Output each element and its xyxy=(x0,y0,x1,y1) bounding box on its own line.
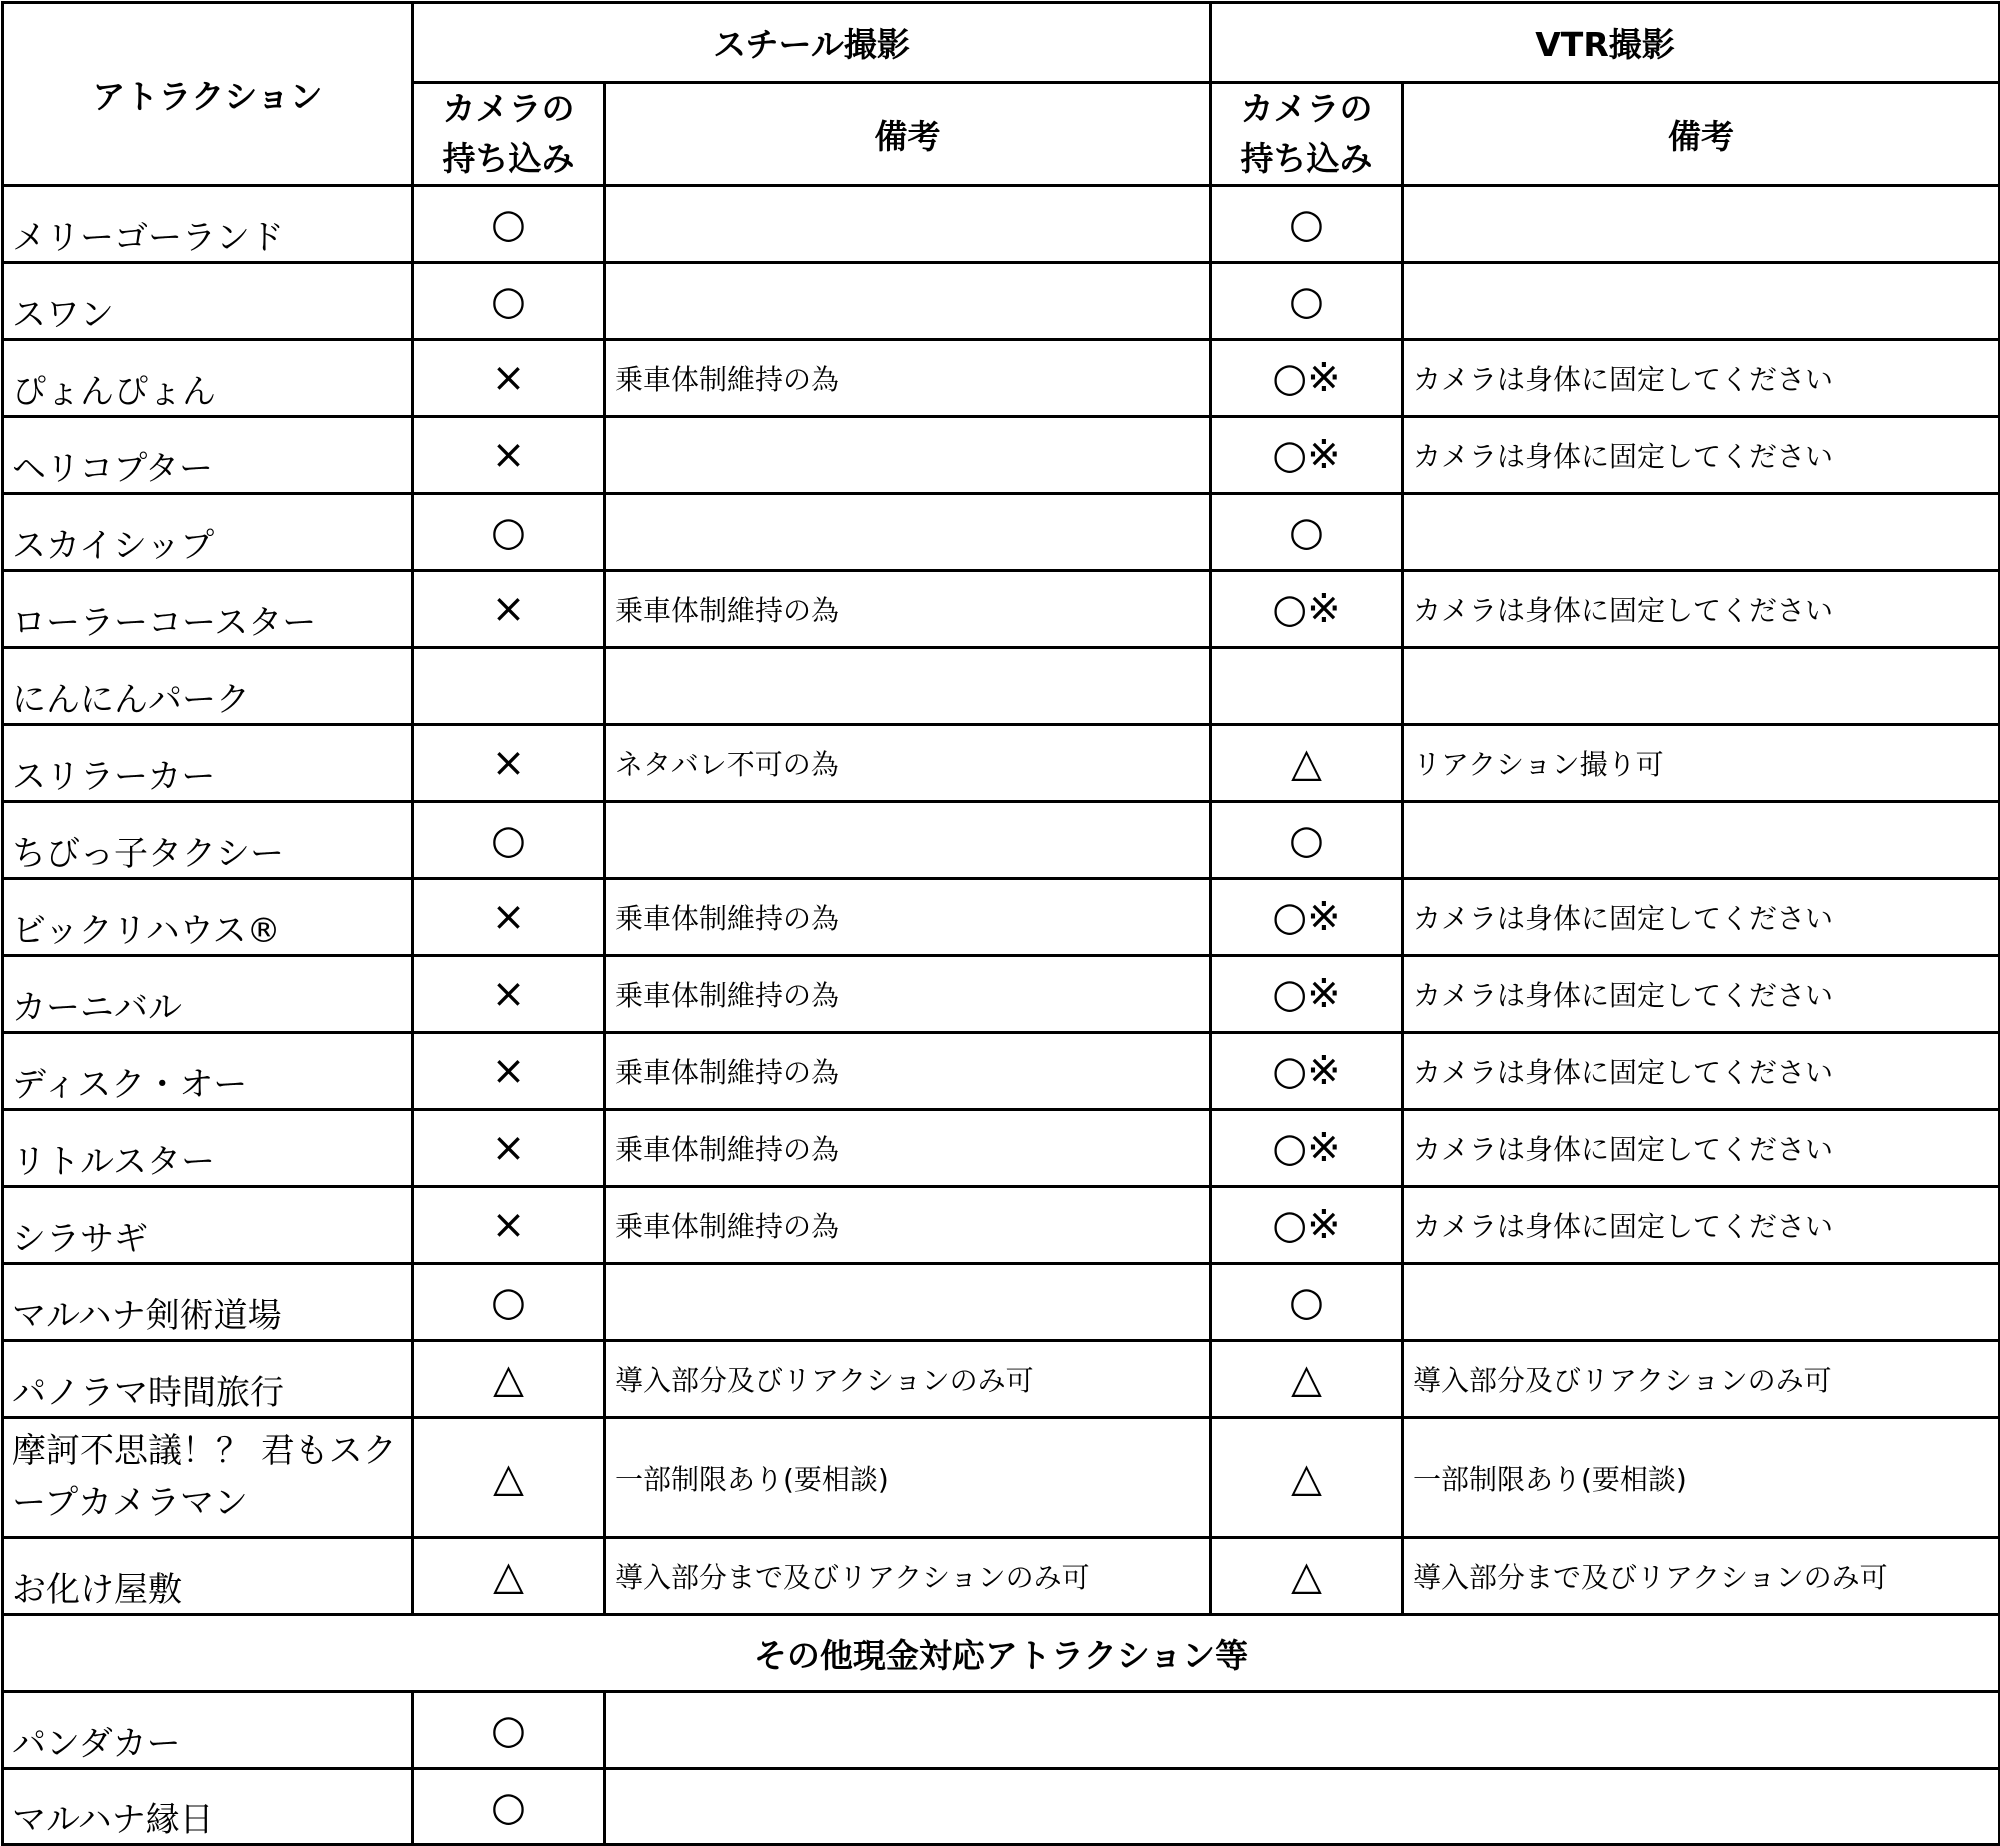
vtr-camera-mark: △ xyxy=(1211,1341,1403,1418)
vtr-remarks xyxy=(1403,1264,2000,1341)
vtr-remarks: カメラは身体に固定してください xyxy=(1403,1110,2000,1187)
attraction-name: ビックリハウス® xyxy=(3,879,413,956)
table-row xyxy=(3,417,2000,494)
vtr-camera-mark: ○※ xyxy=(1211,1110,1403,1187)
attraction-name: マルハナ縁日 xyxy=(3,1769,413,1845)
vtr-remarks xyxy=(1403,648,2000,725)
vtr-remarks: カメラは身体に固定してください xyxy=(1403,879,2000,956)
vtr-camera-mark: ○※ xyxy=(1211,340,1403,417)
still-remarks xyxy=(605,263,1211,340)
still-camera-mark: × xyxy=(413,1033,605,1110)
attraction-name: スリラーカー xyxy=(3,725,413,802)
still-remarks: 乗車体制維持の為 xyxy=(605,1110,1211,1187)
other-section xyxy=(3,1615,2000,1845)
vtr-remarks: カメラは身体に固定してください xyxy=(1403,1033,2000,1110)
table-row xyxy=(3,1264,2000,1341)
vtr-camera-mark: ○ xyxy=(1211,263,1403,340)
attraction-name: パノラマ時間旅行 xyxy=(3,1341,413,1418)
vtr-remarks xyxy=(1403,494,2000,571)
attraction-name: スワン xyxy=(3,263,413,340)
attraction-name: カーニバル xyxy=(3,956,413,1033)
table-row xyxy=(3,802,2000,879)
vtr-camera-mark: △ xyxy=(1211,1538,1403,1615)
attraction-name: メリーゴーランド xyxy=(3,186,413,263)
blank-cell xyxy=(605,1769,2000,1845)
table-row xyxy=(3,1418,2000,1538)
still-remarks xyxy=(605,1264,1211,1341)
header-still-camera-carry: カメラの 持ち込み xyxy=(413,83,605,186)
still-camera-mark: ○ xyxy=(413,186,605,263)
vtr-camera-mark: ○※ xyxy=(1211,571,1403,648)
table-row xyxy=(3,1110,2000,1187)
attraction-name: マルハナ剣術道場 xyxy=(3,1264,413,1341)
still-camera-mark: × xyxy=(413,956,605,1033)
still-remarks xyxy=(605,494,1211,571)
vtr-remarks: カメラは身体に固定してください xyxy=(1403,340,2000,417)
vtr-remarks: カメラは身体に固定してください xyxy=(1403,571,2000,648)
still-camera-mark: ○ xyxy=(413,494,605,571)
attraction-name: ディスク・オー xyxy=(3,1033,413,1110)
vtr-camera-mark: ○※ xyxy=(1211,879,1403,956)
still-camera-mark: × xyxy=(413,1110,605,1187)
table-row xyxy=(3,1341,2000,1418)
still-remarks: 乗車体制維持の為 xyxy=(605,1187,1211,1264)
vtr-camera-mark: ○※ xyxy=(1211,956,1403,1033)
still-remarks: 乗車体制維持の為 xyxy=(605,571,1211,648)
still-camera-mark: × xyxy=(413,571,605,648)
vtr-remarks xyxy=(1403,263,2000,340)
table-row xyxy=(3,725,2000,802)
table-row xyxy=(3,1692,2000,1769)
still-camera-mark: ○ xyxy=(413,1769,605,1845)
still-camera-mark: × xyxy=(413,725,605,802)
still-camera-mark: △ xyxy=(413,1538,605,1615)
photography-rules-table xyxy=(1,1,2000,1846)
vtr-remarks: 一部制限あり(要相談) xyxy=(1403,1418,2000,1538)
still-camera-mark: × xyxy=(413,340,605,417)
still-remarks: 乗車体制維持の為 xyxy=(605,879,1211,956)
still-remarks xyxy=(605,417,1211,494)
still-remarks: 一部制限あり(要相談) xyxy=(605,1418,1211,1538)
attraction-name: ぴょんぴょん xyxy=(3,340,413,417)
other-section-title: その他現金対応アトラクション等 xyxy=(3,1615,2000,1692)
vtr-camera-mark: ○ xyxy=(1211,802,1403,879)
still-remarks xyxy=(605,802,1211,879)
attraction-name: パンダカー xyxy=(3,1692,413,1769)
table-row xyxy=(3,1187,2000,1264)
header-vtr-photography: VTR撮影 xyxy=(1211,3,2000,83)
attraction-name: ローラーコースター xyxy=(3,571,413,648)
still-camera-mark: ○ xyxy=(413,1264,605,1341)
still-remarks: 導入部分及びリアクションのみ可 xyxy=(605,1341,1211,1418)
attraction-name: ちびっ子タクシー xyxy=(3,802,413,879)
vtr-remarks: 導入部分及びリアクションのみ可 xyxy=(1403,1341,2000,1418)
still-remarks: 乗車体制維持の為 xyxy=(605,340,1211,417)
table-row xyxy=(3,186,2000,263)
header-attraction: アトラクション xyxy=(3,3,413,186)
still-camera-mark: × xyxy=(413,879,605,956)
blank-cell xyxy=(605,1692,2000,1769)
attraction-name: にんにんパーク xyxy=(3,648,413,725)
attraction-name: スカイシップ xyxy=(3,494,413,571)
still-camera-mark: ○ xyxy=(413,263,605,340)
vtr-camera-mark: ○ xyxy=(1211,186,1403,263)
attraction-name: 摩訶不思議！？ 君もスクープカメラマン xyxy=(3,1418,413,1538)
vtr-camera-mark: ○※ xyxy=(1211,417,1403,494)
table-row xyxy=(3,494,2000,571)
vtr-camera-mark: ○ xyxy=(1211,1264,1403,1341)
vtr-camera-mark: △ xyxy=(1211,725,1403,802)
vtr-remarks: カメラは身体に固定してください xyxy=(1403,417,2000,494)
still-camera-mark xyxy=(413,648,605,725)
still-camera-mark: × xyxy=(413,417,605,494)
table-row xyxy=(3,648,2000,725)
still-remarks: 導入部分まで及びリアクションのみ可 xyxy=(605,1538,1211,1615)
table-row xyxy=(3,956,2000,1033)
header-vtr-remarks: 備考 xyxy=(1403,83,2000,186)
table-row xyxy=(3,1033,2000,1110)
vtr-remarks xyxy=(1403,802,2000,879)
table-row xyxy=(3,1538,2000,1615)
header-still-remarks: 備考 xyxy=(605,83,1211,186)
table-row xyxy=(3,263,2000,340)
header-still-photography: スチール撮影 xyxy=(413,3,1211,83)
still-remarks: 乗車体制維持の為 xyxy=(605,1033,1211,1110)
still-camera-mark: ○ xyxy=(413,802,605,879)
still-camera-mark: ○ xyxy=(413,1692,605,1769)
vtr-remarks: リアクション撮り可 xyxy=(1403,725,2000,802)
table-row xyxy=(3,879,2000,956)
still-camera-mark: × xyxy=(413,1187,605,1264)
attraction-name: リトルスター xyxy=(3,1110,413,1187)
still-remarks: ネタバレ不可の為 xyxy=(605,725,1211,802)
vtr-camera-mark: △ xyxy=(1211,1418,1403,1538)
header-vtr-camera-carry: カメラの 持ち込み xyxy=(1211,83,1403,186)
vtr-remarks: 導入部分まで及びリアクションのみ可 xyxy=(1403,1538,2000,1615)
vtr-remarks: カメラは身体に固定してください xyxy=(1403,1187,2000,1264)
table-row xyxy=(3,1769,2000,1845)
still-remarks xyxy=(605,186,1211,263)
vtr-remarks xyxy=(1403,186,2000,263)
vtr-remarks: カメラは身体に固定してください xyxy=(1403,956,2000,1033)
still-remarks xyxy=(605,648,1211,725)
attraction-rows xyxy=(3,186,2000,1615)
table-row xyxy=(3,571,2000,648)
vtr-camera-mark: ○ xyxy=(1211,494,1403,571)
attraction-name: お化け屋敷 xyxy=(3,1538,413,1615)
still-remarks: 乗車体制維持の為 xyxy=(605,956,1211,1033)
still-camera-mark: △ xyxy=(413,1341,605,1418)
table-row xyxy=(3,340,2000,417)
attraction-name: シラサギ xyxy=(3,1187,413,1264)
still-camera-mark: △ xyxy=(413,1418,605,1538)
vtr-camera-mark: ○※ xyxy=(1211,1187,1403,1264)
vtr-camera-mark: ○※ xyxy=(1211,1033,1403,1110)
attraction-name: ヘリコプター xyxy=(3,417,413,494)
vtr-camera-mark xyxy=(1211,648,1403,725)
